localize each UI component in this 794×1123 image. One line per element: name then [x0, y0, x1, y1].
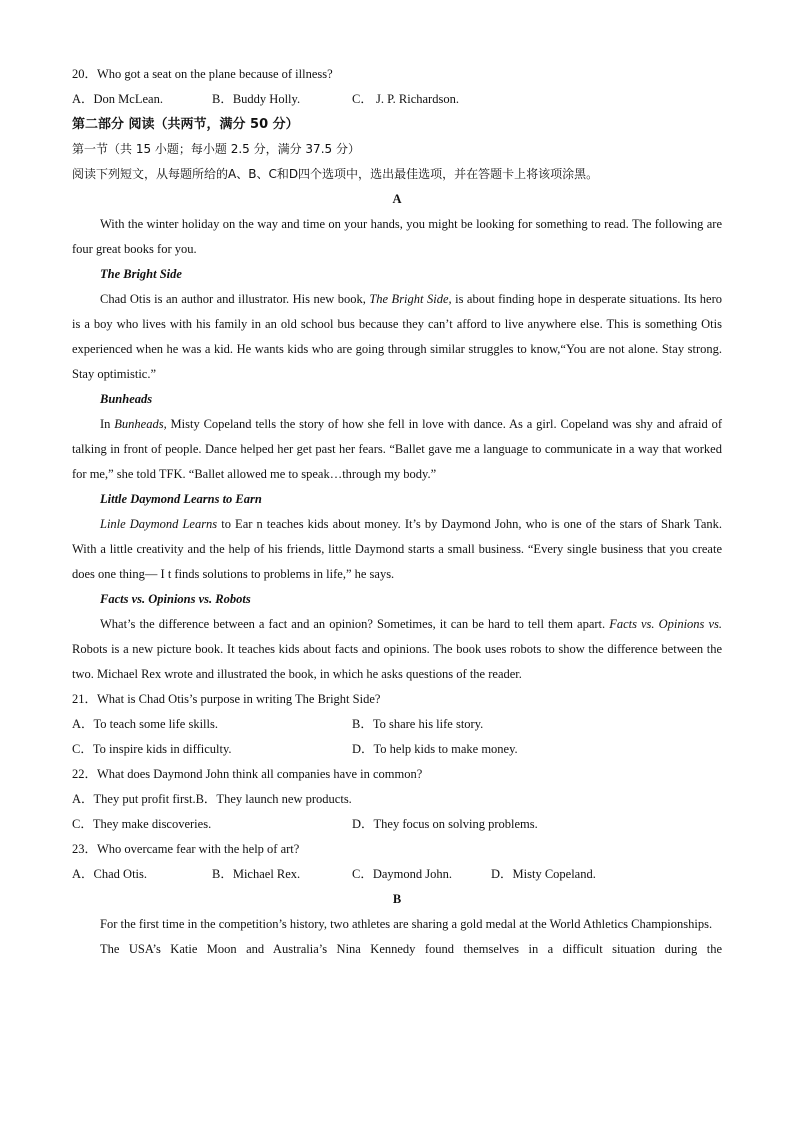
option-c[interactable]: C． J. P. Richardson.	[352, 92, 459, 106]
option-b[interactable]: B．Michael Rex.	[212, 867, 301, 881]
option-c[interactable]: C．To inspire kids in difficulty.	[72, 742, 232, 756]
option-a[interactable]: A．Chad Otis.	[72, 867, 148, 881]
book-2-paragraph: In Bunheads, Misty Copeland tells the story of how she fell in love with dance. As a girl. Copeland was shy and afraid of talking in front of people. Dance helped her get past her fears. “Ballet gave me a language to communicate in a way that worked for me,” she told TFK. “Ballet allowed me to speak…through my body.”	[72, 417, 722, 481]
option-c[interactable]: C．They make discoveries.	[72, 817, 212, 831]
part-2-heading: 第二部分 阅读（共两节，满分 50 分）	[72, 117, 299, 132]
book-2-title: Bunheads	[100, 392, 153, 406]
passage-a-intro: With the winter holiday on the way and time on your hands, you might be looking for something to read. The following are four great books for you.	[72, 217, 722, 256]
book-1-paragraph: Chad Otis is an author and illustrator. His new book, The Bright Side, is about finding hope in desperate situations. Its hero is a boy who lives with his family in an old school bus because they can’t afford to live anywhere else. This is something Otis experienced when he was a kid. He wants kids who are going through similar struggles to know,“You are not alone. Stay strong. Stay optimistic.”	[72, 292, 722, 381]
option-b[interactable]: B．To share his life story.	[352, 717, 484, 731]
question-22-stem: 22．What does Daymond John think all companies have in common?	[72, 767, 423, 781]
exam-page	[72, 62, 722, 962]
option-a[interactable]: A．Don McLean.	[72, 92, 163, 106]
reading-instruction: 阅读下列短文，从每题所给的A、B、C和D四个选项中，选出最佳选项，并在答题卡上将该项涂黑。	[72, 167, 599, 181]
question-21-options-row-2	[72, 737, 722, 762]
passage-b-paragraph-1: For the first time in the competition’s history, two athletes are sharing a gold medal at the World Athletics Championships.	[100, 917, 713, 931]
book-3-paragraph: Linle Daymond Learns to Ear n teaches kids about money. It’s by Daymond John, who is one of the stars of Shark Tank. With a little creativity and the help of his friends, little Daymond starts a small business. “Every single business that you create does one thing— I t finds solutions to problems in life,” he says.	[72, 517, 722, 581]
book-1-title: The Bright Side	[100, 267, 182, 281]
question-21-stem: 21．What is Chad Otis’s purpose in writing The Bright Side?	[72, 692, 381, 706]
section-1-heading: 第一节（共 15 小题；每小题 2.5 分，满分 37.5 分）	[72, 142, 360, 156]
option-d[interactable]: D．They focus on solving problems.	[352, 817, 538, 831]
book-4-title: Facts vs. Opinions vs. Robots	[100, 592, 251, 606]
question-23-stem: 23．Who overcame fear with the help of art?	[72, 842, 300, 856]
passage-b-paragraph-2: The USA’s Katie Moon and Australia’s Nina Kennedy found themselves in a difficult situation during the	[100, 942, 722, 956]
option-d[interactable]: D．Misty Copeland.	[491, 867, 596, 881]
book-3-title: Little Daymond Learns to Earn	[100, 492, 262, 506]
question-20-stem: 20．Who got a seat on the plane because of illness?	[72, 67, 333, 81]
option-a[interactable]: A．To teach some life skills.	[72, 717, 218, 731]
option-b[interactable]: B．Buddy Holly.	[212, 92, 301, 106]
passage-b-label: B	[392, 892, 402, 906]
passage-a-label: A	[392, 192, 402, 206]
question-20-options	[72, 87, 722, 112]
question-22-options-ab[interactable]: A．They put profit first.B．They launch new products.	[72, 792, 352, 806]
option-c[interactable]: C．Daymond John.	[352, 867, 453, 881]
question-22-options-row-2	[72, 812, 722, 837]
question-21-options-row-1	[72, 712, 722, 737]
option-d[interactable]: D．To help kids to make money.	[352, 742, 518, 756]
question-23-options	[72, 862, 722, 887]
book-4-paragraph: What’s the difference between a fact and an opinion? Sometimes, it can be hard to tell them apart. Facts vs. Opinions vs. Robots is a new picture book. It teaches kids about facts and opinions. The book uses robots to show the difference between the two. Michael Rex wrote and illustrated the book, in which he asks questions of the reader.	[72, 617, 723, 681]
